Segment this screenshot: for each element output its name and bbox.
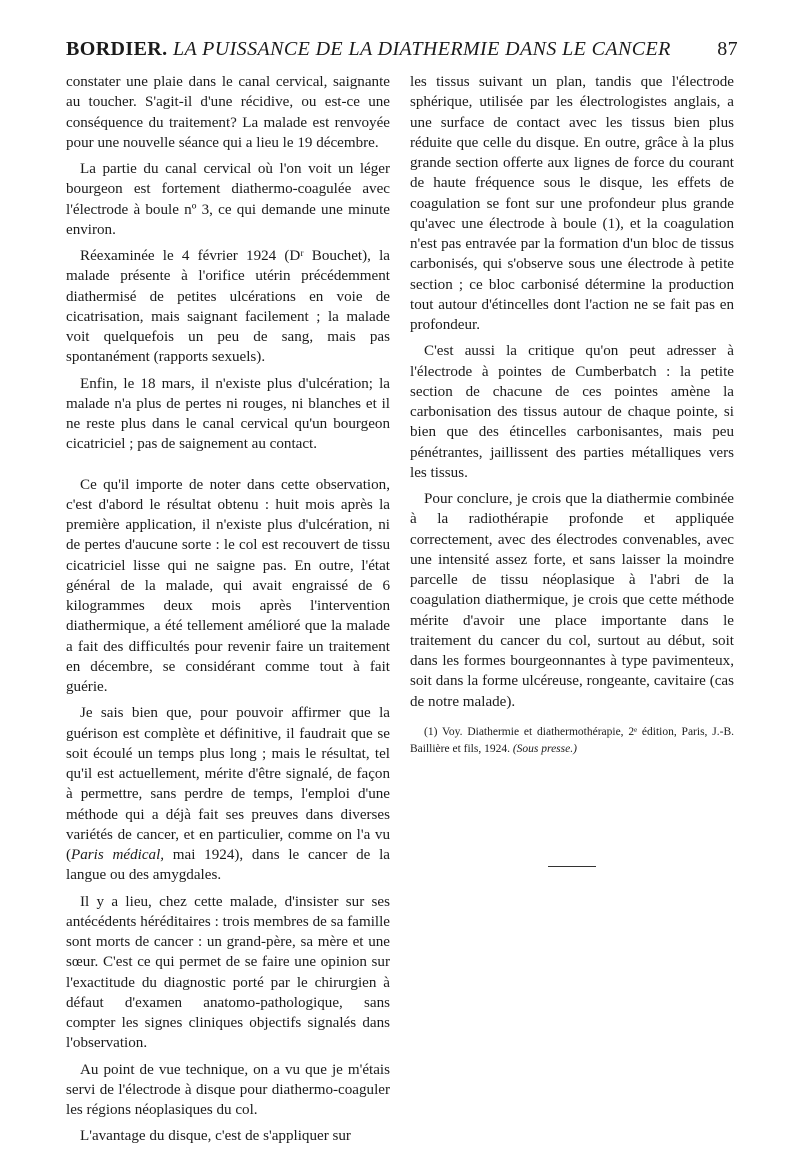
right-column xyxy=(410,72,734,867)
paragraph: C'est aussi la critique qu'on peut adresser à l'électrode à pointes de Cumberbatch : la petite section de chacune de ces pointes amène la carbonisation des tissus autour de chaque pointe, si bien que des étincelles carbonisantes, mais peu pénétrantes, jaillissent des parties métalliques vers les tissus. xyxy=(410,343,734,481)
citation-journal: Paris médical, xyxy=(71,847,165,863)
footnote-note: (Sous presse.) xyxy=(512,742,577,755)
paragraph xyxy=(66,703,390,885)
paragraph: Enfin, le 18 mars, il n'existe plus d'ulcération; la malade n'a plus de pertes ni rouges, ni blanches et il ne reste plus dans le canal cervical qu'un bourgeon cicatriciel ; pas de saignement au contact. xyxy=(66,375,390,453)
footnote xyxy=(410,724,734,758)
paragraph: constater une plaie dans le canal cervical, saignante au toucher. S'agit-il d'une récidive, ou est-ce une conséquence du traitement? La malade est renvoyée pour une nouvelle séance qui a lieu le 19 décembre. xyxy=(66,74,390,151)
header-title: LA PUISSANCE DE LA DIATHERMIE DANS LE CANCER xyxy=(172,38,671,60)
paragraph: Pour conclure, je crois que la diathermie combinée à la radiothérapie profonde et appliquée correctement, avec des électrodes convenables, avec une intensité assez forte, et sans laisser la moindre parcelle de tissu néoplasique à l'abri de la coagulation diathermique, je crois que cette méthode mérite d'avoir une place importante dans le traitement du cancer du col, surtout au début, soit dans les formes bourgeonnantes à type pavimenteux, soit dans la forme ulcéreuse, rongeante, cavitaire (cas de notre malade). xyxy=(410,491,734,710)
paragraph: Il y a lieu, chez cette malade, d'insister sur ses antécédents héréditaires : trois membres de sa famille sont morts de cancer : un grand-père, sa mère et une sœur. C'est ce qui permet de se faire une opinion sur l'exactitude du diagnostic porté par le chirurgien à défaut d'examen anatomo-pathologique, sans compter les signes cliniques objectifs signalés dans l'observation. xyxy=(66,893,390,1052)
left-column xyxy=(66,72,390,1153)
paragraph-text: mai 1924), dans le cancer de la langue ou des amygdales. xyxy=(66,847,390,884)
paragraph: L'avantage du disque, c'est de s'appliquer sur xyxy=(80,1128,351,1145)
header-author: BORDIER. xyxy=(66,38,168,60)
running-header xyxy=(66,38,738,64)
page-number: 87 xyxy=(717,38,738,60)
paragraph: Ce qu'il importe de noter dans cette observation, c'est d'abord le résultat obtenu : huit mois après la première application, il n'existe plus d'ulcération, ni de pertes d'aucune sorte : le col est recouvert de tissu cicatriciel lisse qui ne saigne pas. En outre, l'état général de la malade, qui avait engraissé de 6 kilogrammes deux mois après l'intervention diathermique, a été tellement amélioré que la malade a fait des difficultés pour revenir faire un traitement en décembre, se considérant comme tout à fait guérie. xyxy=(66,476,390,695)
paragraph: Au point de vue technique, on a vu que je m'étais servi de l'électrode à disque pour diathermo-coaguler les régions néoplasiques du col. xyxy=(66,1061,390,1118)
footnote-text: (1) Voy. Diathermie et diathermothérapie, 2ᵉ édition, Paris, J.-B. Baillière et fils, 1924. xyxy=(410,725,734,755)
paragraph-text: Je sais bien que, pour pouvoir affirmer que la guérison est complète et définitive, il faudrait que se soit écoulé un temps plus long ; mais le résultat, tel qu'il est actuellement, mérite d'être signalé, de façon à permettre, sans perdre de temps, l'emploi d'une méthode qui a déjà fait ses preuves dans diverses variétés de cancer, et en particulier, comme on l'a vu ( xyxy=(66,705,390,863)
section-divider xyxy=(548,866,596,867)
paragraph: La partie du canal cervical où l'on voit un léger bourgeon est fortement diathermo-coagulée avec l'électrode à boule nº 3, ce qui demande une minute environ. xyxy=(66,161,390,238)
paragraph: Réexaminée le 4 février 1924 (Dʳ Bouchet), la malade présente à l'orifice utérin précédemment diathermisé de petites ulcérations en voie de cicatrisation, mais saignant facilement ; la malade voit quelquefois un peu de sang, mais pas spontanément (rapports sexuels). xyxy=(66,248,390,366)
paragraph: les tissus suivant un plan, tandis que l'électrode sphérique, utilisée par les électrologistes anglais, a une surface de contact avec les tissus bien plus réduite que celle du disque. En outre, grâce à la plus grande section offerte aux lignes de force du courant de haute fréquence sous le disque, les effets de coagulation se font sur une profondeur plus grande qu'avec une électrode à boule (1), et la coagulation n'est pas entravée par la formation d'un bloc de tissus carbonisés, qui s'observe sous une électrode à petite section ; ce bloc carbonisé détermine la production tout autour d'étincelles dont l'action ne se fait pas en profondeur. xyxy=(410,74,734,333)
